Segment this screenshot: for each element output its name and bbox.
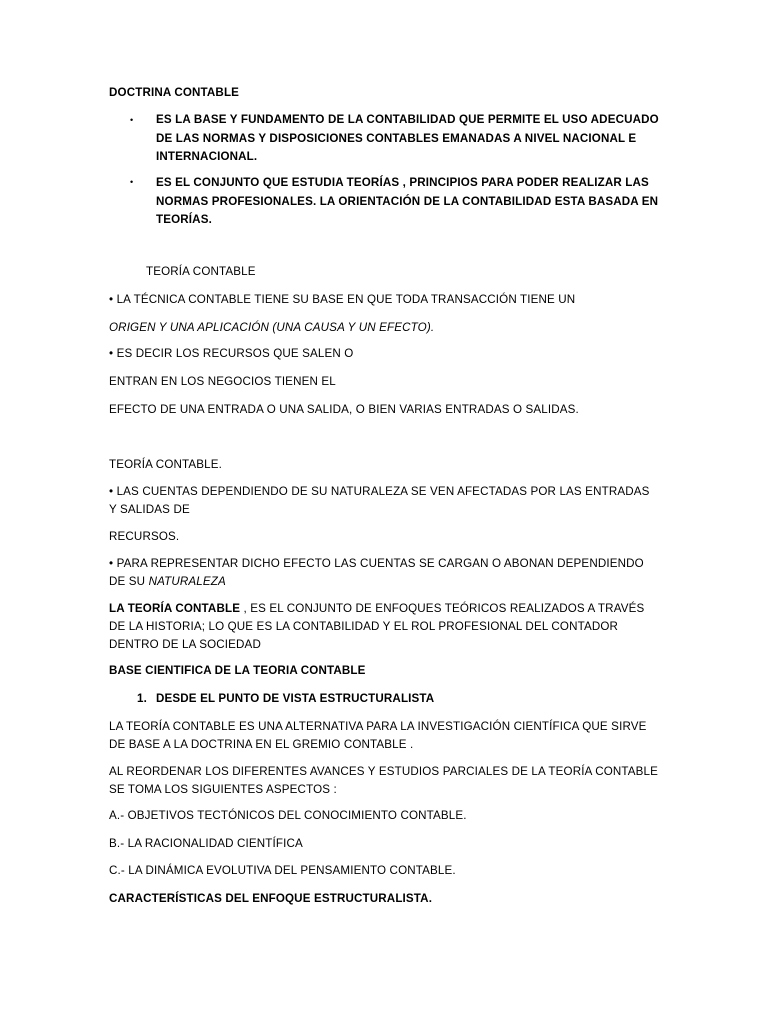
list-item: C.- LA DINÁMICA EVOLUTIVA DEL PENSAMIENTO CONTABLE. xyxy=(109,864,456,877)
bullet-item-1: ES LA BASE Y FUNDAMENTO DE LA CONTABILIDAD QUE PERMITE EL USO ADECUADO DE LAS NORMAS Y DISPOSICIONES CONTABLES EMANADAS A NIVEL NACIONAL E INTERNACIONAL. xyxy=(156,113,659,163)
text-line: • LA TÉCNICA CONTABLE TIENE SU BASE EN QUE TODA TRANSACCIÓN TIENE UN xyxy=(109,293,576,306)
bullet-item-2: ES EL CONJUNTO QUE ESTUDIA TEORÍAS , PRINCIPIOS PARA PODER REALIZAR LAS NORMAS PROFESIONALES. LA ORIENTACIÓN DE LA CONTABILIDAD ESTA BASADA EN TEORÍAS. xyxy=(156,176,659,226)
doc-heading: DOCTRINA CONTABLE xyxy=(109,86,240,99)
list-number: 1. xyxy=(137,692,147,705)
section-title-teoria-2: TEORÍA CONTABLE. xyxy=(109,458,222,471)
definition-paragraph xyxy=(109,600,659,654)
definition-term: LA TEORÍA CONTABLE xyxy=(109,602,241,615)
list-item: B.- LA RACIONALIDAD CIENTÍFICA xyxy=(109,837,303,850)
list-item: A.- OBJETIVOS TECTÓNICOS DEL CONOCIMIENTO CONTABLE. xyxy=(109,809,467,822)
text-paragraph: AL REORDENAR LOS DIFERENTES AVANCES Y ESTUDIOS PARCIALES DE LA TEORÍA CONTABLE SE TOMA LOS SIGUIENTES ASPECTOS : xyxy=(109,765,659,796)
numbered-item: DESDE EL PUNTO DE VISTA ESTRUCTURALISTA xyxy=(156,692,435,705)
text-line: EFECTO DE UNA ENTRADA O UNA SALIDA, O BIEN VARIAS ENTRADAS O SALIDAS. xyxy=(109,403,579,416)
text-paragraph: LA TEORÍA CONTABLE ES UNA ALTERNATIVA PARA LA INVESTIGACIÓN CIENTÍFICA QUE SIRVE DE BASE A LA DOCTRINA EN EL GREMIO CONTABLE . xyxy=(109,720,647,751)
section-title-teoria: TEORÍA CONTABLE xyxy=(146,265,256,278)
definition-text: , ES EL CONJUNTO DE ENFOQUES TEÓRICOS REALIZADOS A TRAVÉS DE LA HISTORIA; LO QUE ES LA CONTABILIDAD Y EL ROL PROFESIONAL DEL CONTADOR DENTRO DE LA SOCIEDAD xyxy=(109,602,645,651)
bullet-icon: • xyxy=(130,115,134,125)
text-line: • ES DECIR LOS RECURSOS QUE SALEN O xyxy=(109,347,354,360)
section-title-characteristics: CARACTERÍSTICAS DEL ENFOQUE ESTRUCTURALISTA. xyxy=(109,892,433,905)
text-span: • PARA REPRESENTAR DICHO EFECTO LAS CUENTAS SE CARGAN O ABONAN DEPENDIENDO DE SU xyxy=(109,557,644,588)
text-line: RECURSOS. xyxy=(109,530,180,543)
bullet-icon: • xyxy=(130,177,134,187)
section-title-base: BASE CIENTIFICA DE LA TEORIA CONTABLE xyxy=(109,664,366,677)
italic-term: NATURALEZA xyxy=(148,575,226,588)
text-line: ENTRAN EN LOS NEGOCIOS TIENEN EL xyxy=(109,375,336,388)
text-paragraph xyxy=(109,555,659,591)
text-line-italic: ORIGEN Y UNA APLICACIÓN (UNA CAUSA Y UN EFECTO). xyxy=(109,321,435,334)
text-paragraph: • LAS CUENTAS DEPENDIENDO DE SU NATURALEZA SE VEN AFECTADAS POR LAS ENTRADAS Y SALIDAS DE xyxy=(109,485,650,516)
